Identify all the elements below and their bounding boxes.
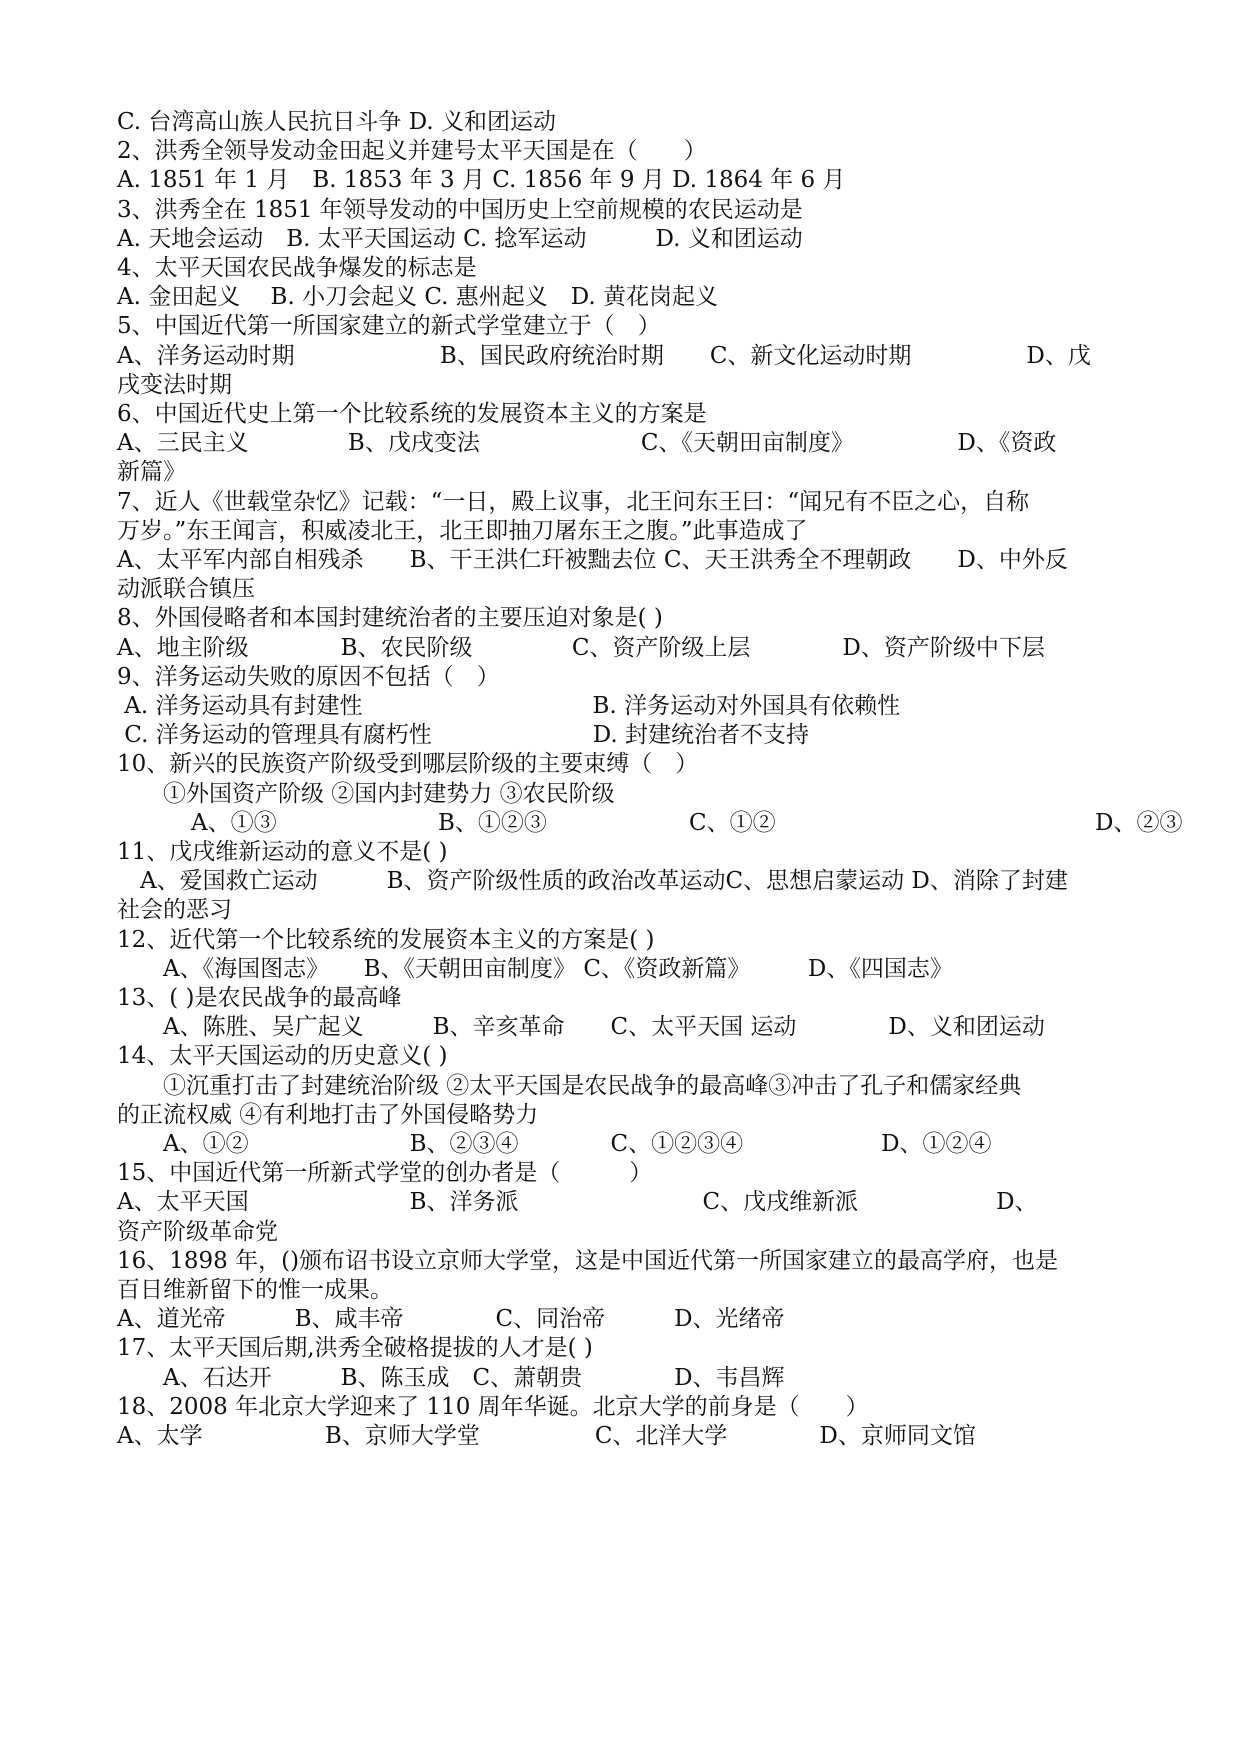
q10-option-b: B、①②③ <box>438 810 547 836</box>
text-line: 18、2008 年北京大学迎来了 110 周年华诞。北京大学的前身是（ ） <box>117 1394 869 1420</box>
text-line: 17、太平天国后期,洪秀全破格提拔的人才是( ) <box>117 1335 593 1361</box>
text-line: 3、洪秀全在 1851 年领导发动的中国历史上空前规模的农民运动是 <box>117 197 803 223</box>
text-line: A、道光帝 B、咸丰帝 C、同治帝 D、光绪帝 <box>117 1306 785 1332</box>
text-line: 的正流权威 ④有利地打击了外国侵略势力 <box>117 1102 539 1128</box>
text-line: A、洋务运动时期 B、国民政府统治时期 C、新文化运动时期 D、戊 <box>117 343 1091 369</box>
text-line: ①外国资产阶级 ②国内封建势力 ③农民阶级 <box>117 781 615 807</box>
text-line: 12、近代第一个比较系统的发展资本主义的方案是( ) <box>117 927 655 953</box>
text-line: A、地主阶级 B、农民阶级 C、资产阶级上层 D、资产阶级中下层 <box>117 635 1045 661</box>
text-line: 14、太平天国运动的历史意义( ) <box>117 1043 448 1069</box>
text-line: 11、戊戌维新运动的意义不是( ) <box>117 839 448 865</box>
text-line: A、《海国图志》 B、《天朝田亩制度》 C、《资政新篇》 D、《四国志》 <box>117 956 953 982</box>
text-line: 万岁。”东王闻言，积威凌北王，北王即抽刀屠东王之腹。”此事造成了 <box>117 518 808 544</box>
text-line: 13、( )是农民战争的最高峰 <box>117 985 402 1011</box>
text-line: A、太学 B、京师大学堂 C、北洋大学 D、京师同文馆 <box>117 1423 976 1449</box>
text-line: A、①② B、②③④ C、①②③④ D、①②④ <box>117 1131 992 1157</box>
q10-option-c: C、①② <box>689 810 776 836</box>
q10-option-a: A、①③ <box>191 810 277 836</box>
text-line: 4、太平天国农民战争爆发的标志是 <box>117 255 477 281</box>
text-line: 8、外国侵略者和本国封建统治者的主要压迫对象是( ) <box>117 605 663 631</box>
text-line: A、石达开 B、陈玉成 C、萧朝贵 D、韦昌辉 <box>117 1365 785 1391</box>
text-line: 16、1898 年，()颁布诏书设立京师大学堂，这是中国近代第一所国家建立的最高学府，也是 <box>117 1248 1059 1274</box>
text-line: 6、中国近代史上第一个比较系统的发展资本主义的方案是 <box>117 401 707 427</box>
text-line: 5、中国近代第一所国家建立的新式学堂建立于（ ） <box>117 313 661 339</box>
text-line: C. 台湾高山族人民抗日斗争 D. 义和团运动 <box>117 109 556 135</box>
text-line: C. 洋务运动的管理具有腐朽性 D. 封建统治者不支持 <box>117 722 809 748</box>
text-line: 社会的恶习 <box>117 897 232 923</box>
text-line: A. 天地会运动 B. 太平天国运动 C. 捻军运动 D. 义和团运动 <box>117 226 803 252</box>
text-line: 戌变法时期 <box>117 372 232 398</box>
text-line: A. 洋务运动具有封建性 B. 洋务运动对外国具有依赖性 <box>117 693 901 719</box>
text-line: A、太平军内部自相残杀 B、干王洪仁玕被黜去位 C、天王洪秀全不理朝政 D、中外反 <box>117 547 1068 573</box>
text-line: A. 1851 年 1 月 B. 1853 年 3 月 C. 1856 年 9 月 D. 1864 年 6 月 <box>117 167 846 193</box>
text-line: A、爱国救亡运动 B、资产阶级性质的政治改革运动C、思想启蒙运动 D、消除了封建 <box>117 868 1068 894</box>
text-line: 9、洋务运动失败的原因不包括（ ） <box>117 664 500 690</box>
text-line: 7、近人《世载堂杂忆》记载：“一日，殿上议事，北王问东王曰：“闻兄有不臣之心，自称 <box>117 489 1030 515</box>
text-line: A. 金田起义 B. 小刀会起义 C. 惠州起义 D. 黄花岗起义 <box>117 284 719 310</box>
text-line: 15、中国近代第一所新式学堂的创办者是（ ） <box>117 1160 653 1186</box>
text-line: A、三民主义 B、戊戌变法 C、《天朝田亩制度》 D、《资政 <box>117 430 1057 456</box>
text-line: 2、洪秀全领导发动金田起义并建号太平天国是在（ ） <box>117 138 707 164</box>
text-line: A、太平天国 B、洋务派 C、戊戌维新派 D、 <box>117 1189 1038 1215</box>
text-line: 10、新兴的民族资产阶级受到哪层阶级的主要束缚（ ） <box>117 751 699 777</box>
text-line: 新篇》 <box>117 459 186 485</box>
q10-option-d: D、②③ <box>1095 810 1183 836</box>
text-line: A、陈胜、吴广起义 B、辛亥革命 C、太平天国 运动 D、义和团运动 <box>117 1014 1045 1040</box>
text-line: ①沉重打击了封建统治阶级 ②太平天国是农民战争的最高峰③冲击了孔子和儒家经典 <box>117 1073 1022 1099</box>
text-line: 百日维新留下的惟一成果。 <box>117 1277 393 1303</box>
text-line: 资产阶级革命党 <box>117 1219 278 1245</box>
text-line: 动派联合镇压 <box>117 576 255 602</box>
